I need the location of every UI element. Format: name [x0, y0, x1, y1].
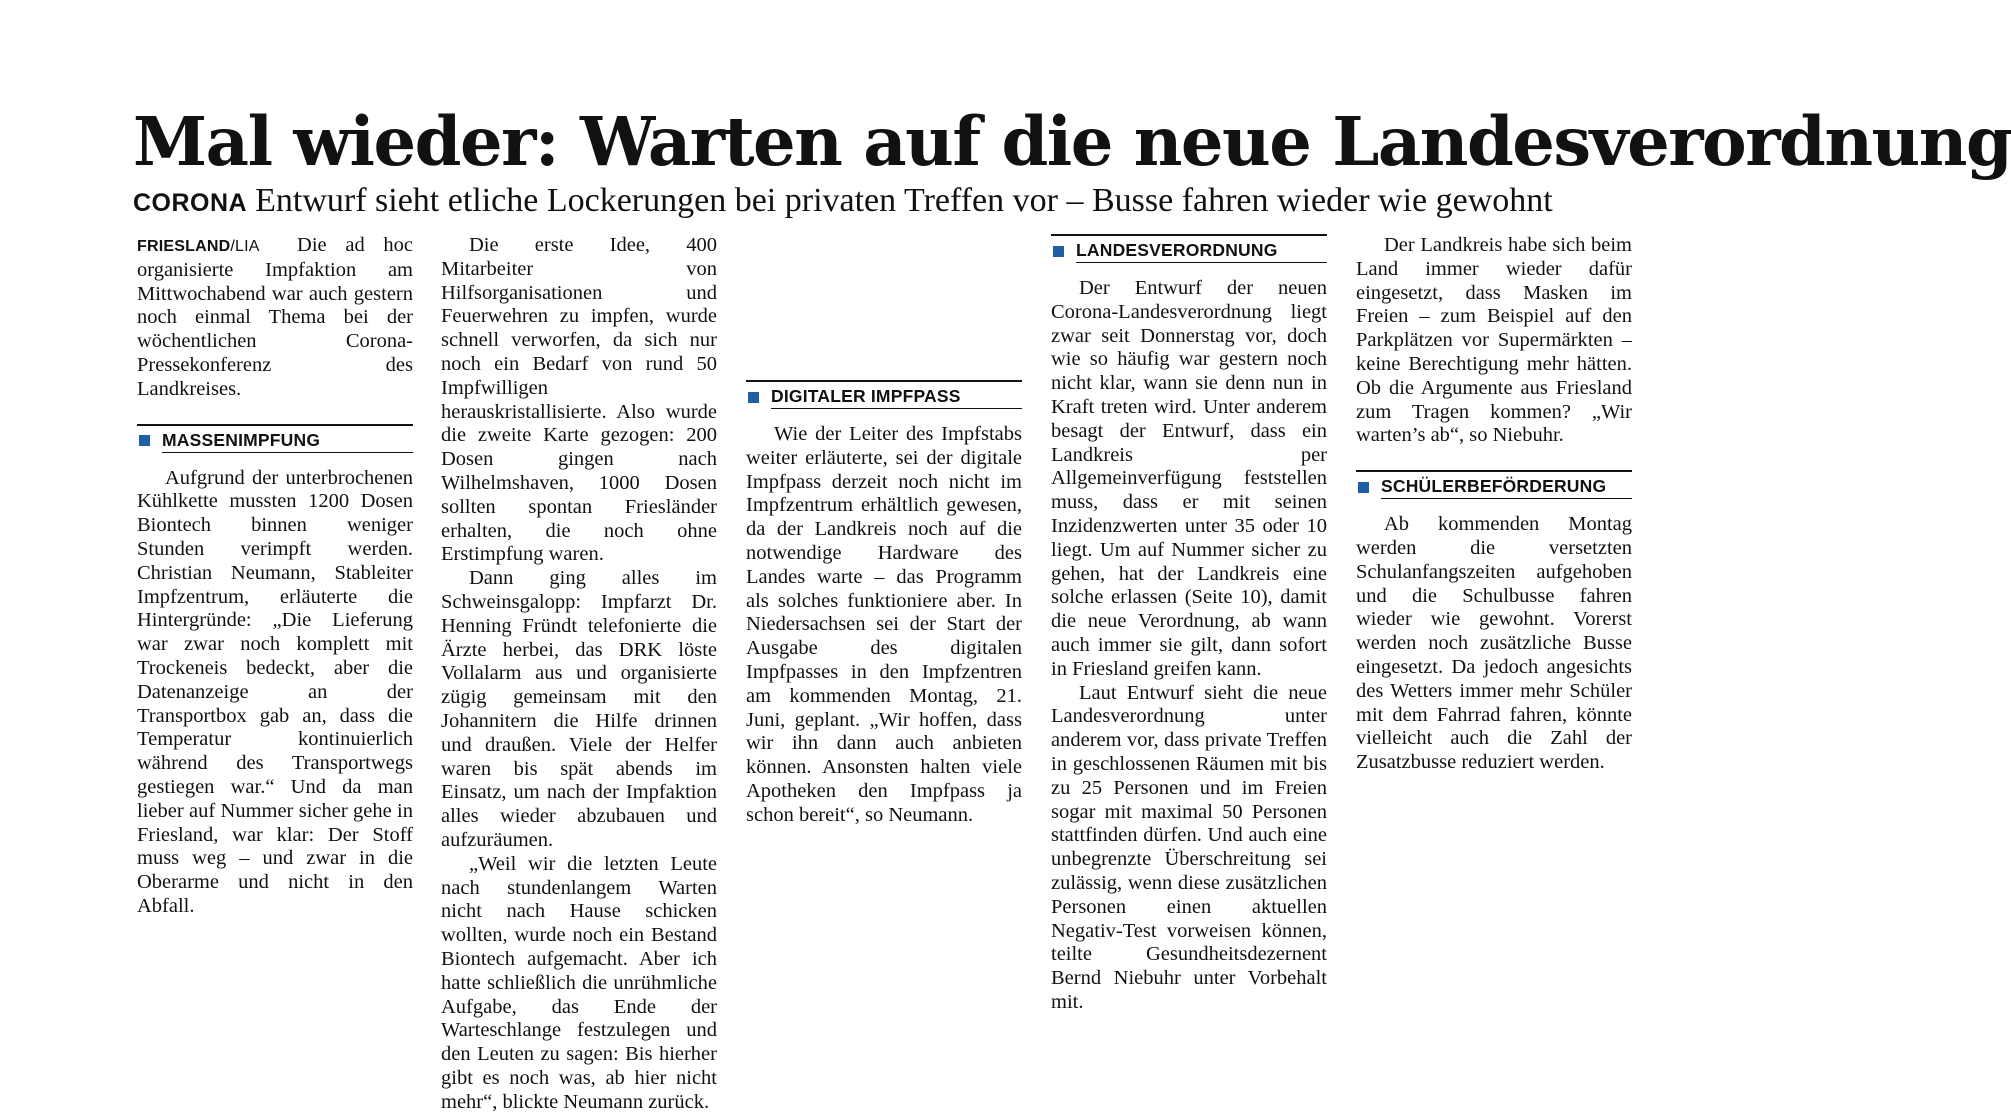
- dateline-author: /LIA: [230, 238, 260, 255]
- section-marker-square: [748, 392, 759, 403]
- section-heading-schuelerbefoerderung: [1356, 470, 1632, 501]
- body-paragraph: Die erste Idee, 400 Mitarbeiter von Hilfsorganisationen und Feuerwehren zu impfen, wurde schnell verworfen, da sich nur noch ein Bedarf von rund 50 Impfwilligen herauskristallisierte. Also wurde die zweite Karte gezogen: 200 Dosen gingen nach Wilhelmshaven, 1000 Dosen sollten spontan Friesländer erhalten, die noch ohne Erstimpfung waren.: [441, 234, 717, 566]
- body-paragraph: Der Entwurf der neuen Corona-Landesverordnung liegt zwar seit Donnerstag vor, doch wie so häufig war gestern noch nicht klar, wann sie denn nun in Kraft treten wird. Unter anderem besagt der Entwurf, dass ein Landkreis per Allgemeinverfügung feststellen muss, dass er mit seinen Inzidenzwerten unter 35 oder 10 liegt. Um auf Nummer sicher zu gehen, hat der Landkreis eine solche erlassen (Seite 10), damit die neue Verordnung, ab wann auch immer sie gilt, dann sofort in Friesland greifen kann.: [1051, 277, 1327, 680]
- body-paragraph: Der Landkreis habe sich beim Land immer wieder dafür eingesetzt, dass Masken im Freien – zum Beispiel auf den Parkplätzen vor Supermärkten – keine Berechtigung mehr hätten. Ob die Argumente aus Friesland zum Tragen kommen? „Wir warten’s ab“, so Niebuhr.: [1356, 234, 1632, 447]
- body-paragraph: Wie der Leiter des Impfstabs weiter erläuterte, sei der digitale Impfpass derzeit noch nicht im Impfzentrum erhältlich gewesen, da der Landkreis noch auf die notwendige Hardware des Landes warte – das Programm als solches funktioniere aber. In Niedersachsen sei der Start der Ausgabe des digitalen Impfpasses in den Impfzentren am kommenden Montag, 21. Juni, geplant. „Wir hoffen, dass wir ihn dann auch anbieten können. Ansonsten halten viele Apotheken den Impfpass ja schon bereit“, so Neumann.: [746, 423, 1022, 826]
- column-4: [1051, 234, 1327, 1015]
- intro-text: Die ad hoc organisierte Impfaktion am Mittwochabend war auch gestern noch einmal Thema bei der wöchentlichen Corona-Pressekonferenz des Landkreises.: [137, 234, 414, 400]
- body-paragraph: „Weil wir die letzten Leute nach stundenlangem Warten nicht nach Hause schicken wollten, wurde noch ein Bestand Biontech aufgemacht. Aber ich hatte schließlich die unrühmliche Aufgabe, das Ende der Warteschlange festzulegen und den Leuten zu sagen: Bis hierher gibt es noch was, ab hier nicht mehr“, blickte Neumann zurück.: [441, 852, 717, 1113]
- intro-paragraph: [137, 234, 413, 402]
- headline: Mal wieder: Warten auf die neue Landesverordnung: [133, 102, 2011, 181]
- section-heading-label: SCHÜLERBEFÖRDERUNG: [1381, 475, 1632, 499]
- body-paragraph: Ab kommenden Montag werden die versetzten Schulanfangszeiten aufgehoben und die Schulbusse fahren wieder wie gewohnt. Vorerst werden noch zusätzliche Busse eingesetzt. Da jedoch angesichts des Wetters immer mehr Schüler mit dem Fahrrad fahren, könnte vielleicht auch die Zahl der Zusatzbusse reduziert werden.: [1356, 513, 1632, 774]
- section-heading-label: MASSENIMPFUNG: [162, 429, 413, 453]
- section-marker-square: [1053, 246, 1064, 257]
- section-heading-massenimpfung: [137, 424, 413, 455]
- body-paragraph: Dann ging alles im Schweinsgalopp: Impfarzt Dr. Henning Fründt telefonierte die Ärzte herbei, das DRK löste Vollalarm aus und organisierte zügig gemeinsam mit den Johannitern die Hilfe drinnen und draußen. Viele der Helfer waren bis spät abends im Einsatz, um nach der Impfaktion alles wieder abzubauen und aufzuräumen.: [441, 567, 717, 851]
- column-5: [1356, 234, 1632, 775]
- section-marker-square: [139, 435, 150, 446]
- subheadline-row: [133, 181, 1633, 223]
- body-paragraph: Laut Entwurf sieht die neue Landesverordnung unter anderem vor, dass private Treffen in geschlossenen Räumen mit bis zu 25 Personen und im Freien sogar mit maximal 50 Personen stattfinden dürfen. Und auch eine unbegrenzte Überschreitung sei zulässig, wenn diese zusätzlichen Personen einen aktuellen Negativ-Test vorweisen können, teilte Gesundheitsdezernent Bernd Niebuhr unter Vorbehalt mit.: [1051, 681, 1327, 1013]
- section-heading-digitaler-impfpass: [746, 380, 1022, 411]
- subheadline: Entwurf sieht etliche Lockerungen bei privaten Treffen vor – Busse fahren wieder wie gewohnt: [255, 182, 1553, 219]
- topic-kicker: CORONA: [133, 189, 248, 217]
- column-1: [137, 234, 413, 919]
- dateline-place: FRIESLAND: [137, 238, 231, 255]
- section-heading-label: LANDESVERORDNUNG: [1076, 239, 1327, 263]
- section-heading-landesverordnung: [1051, 234, 1327, 265]
- column-2: [441, 234, 717, 1114]
- section-marker-square: [1358, 482, 1369, 493]
- section-heading-label: DIGITALER IMPFPASS: [771, 385, 1022, 409]
- dateline: [137, 238, 260, 255]
- body-paragraph: Aufgrund der unterbrochenen Kühlkette mussten 1200 Dosen Biontech binnen weniger Stunden verimpft werden. Christian Neumann, Stableiter Impfzentrum, erläuterte die Hintergründe: „Die Lieferung war zwar noch komplett mit Trockeneis bedeckt, aber die Datenanzeige an der Transportbox gab an, dass die Temperatur kontinuierlich während des Transportwegs gestiegen war.“ Und da man lieber auf Nummer sicher gehe in Friesland, war klar: Der Stoff muss weg – und zwar in die Oberarme und nicht in den Abfall.: [137, 466, 413, 917]
- column-3: [746, 234, 1022, 828]
